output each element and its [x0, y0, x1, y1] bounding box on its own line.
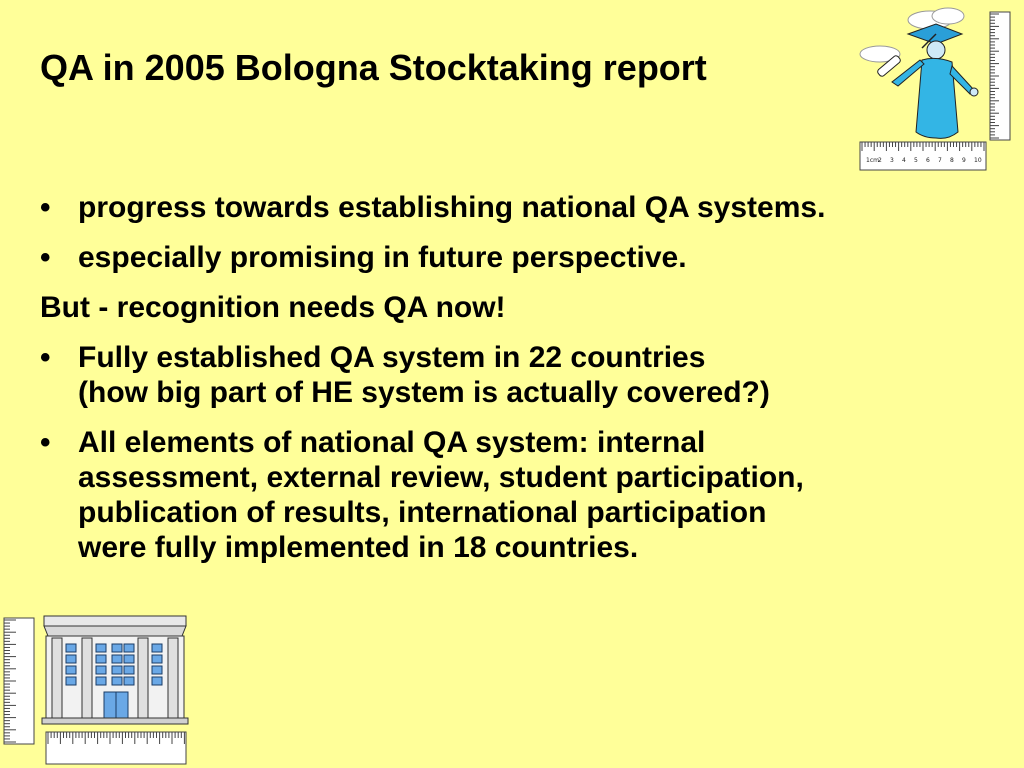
text-line: progress towards establishing national QA systems. [78, 191, 826, 224]
bullet-item [40, 240, 1020, 275]
bullet-marker: • [40, 426, 51, 459]
ruler-label: 6 [926, 157, 930, 164]
text-line: All elements of national QA system: internal [78, 426, 706, 459]
graduate-figure-icon [852, 4, 1024, 176]
ruler-label: 1cm [866, 157, 879, 164]
ruler-label: 7 [938, 157, 942, 164]
ruler-icon [860, 142, 986, 170]
ruler-label: 2 [878, 157, 882, 164]
bullet-marker: • [40, 341, 51, 374]
bullet-marker: • [40, 241, 51, 274]
slide-body [40, 190, 1020, 580]
text-line: (how big part of HE system is actually covered?) [78, 376, 770, 409]
university-building-icon [0, 612, 192, 768]
text-line: Fully established QA system in 22 countries [78, 341, 706, 374]
ruler-label: 9 [962, 157, 966, 164]
ruler-label: 5 [914, 157, 918, 164]
ruler-icon [46, 732, 186, 764]
bullet-item [40, 425, 1020, 565]
text-line: But - recognition needs QA now! [40, 291, 506, 324]
bullet-marker: • [40, 191, 51, 224]
ruler-label: 3 [890, 157, 894, 164]
ruler-icon [4, 618, 34, 744]
text-line: publication of results, international participation [78, 496, 767, 529]
ruler-label: 10 [974, 157, 982, 164]
bullet-item [40, 190, 1020, 225]
ruler-label: 4 [902, 157, 906, 164]
text-line: assessment, external review, student participation, [78, 461, 804, 494]
ruler-icon [990, 12, 1010, 140]
text-line: were fully implemented in 18 countries. [78, 531, 639, 564]
text-line: especially promising in future perspective. [78, 241, 687, 274]
bullet-item [40, 340, 1020, 410]
plain-paragraph [40, 290, 1020, 325]
ruler-label: 8 [950, 157, 954, 164]
slide-title: QA in 2005 Bologna Stocktaking report [40, 47, 707, 88]
